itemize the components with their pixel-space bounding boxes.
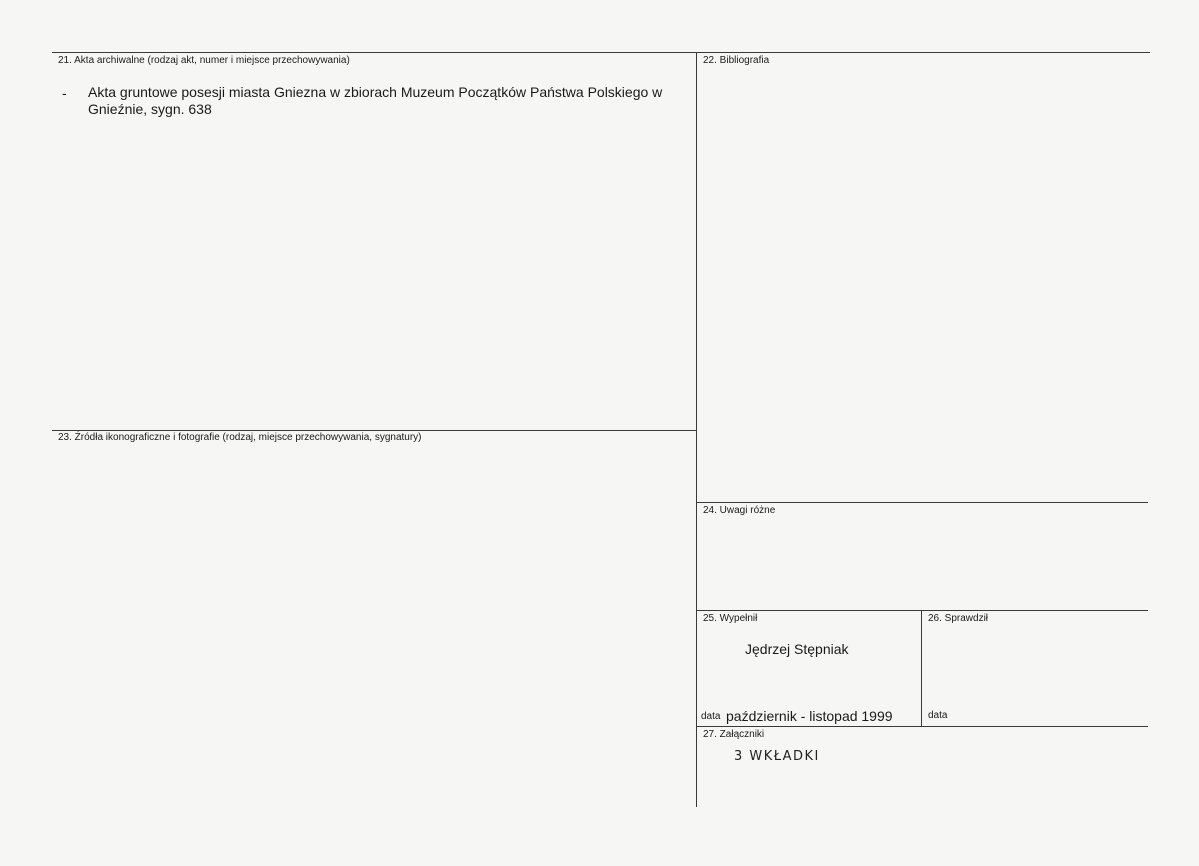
section-21-entry: Akta gruntowe posesji miasta Gniezna w zbiorach Muzeum Początków Państwa Polskiego w Gnieźnie, sygn. 638: [88, 84, 663, 117]
section-25-date-value: październik - listopad 1999: [726, 708, 893, 724]
list-bullet: -: [62, 85, 67, 101]
top-rule: [52, 52, 1150, 53]
section-25-label: 25. Wypełnił: [703, 613, 758, 624]
section-26-date-label: data: [928, 710, 948, 721]
section-26-label: 26. Sprawdził: [928, 613, 989, 624]
center-divider: [696, 52, 697, 807]
section-22-label: 22. Bibliografia: [703, 55, 770, 66]
rule-section-25: [696, 610, 1148, 611]
section-27-label: 27. Załączniki: [703, 729, 765, 740]
attachments-handwritten-value: 3 WKŁADKI: [734, 749, 820, 764]
divider-25-26: [921, 610, 922, 726]
filled-by-name: Jędrzej Stępniak: [745, 641, 849, 657]
section-23-label: 23. Źródła ikonograficzne i fotografie (rodzaj, miejsce przechowywania, sygnatury): [58, 432, 422, 443]
rule-section-23: [52, 430, 696, 431]
section-25-date-label: data: [701, 711, 721, 722]
section-24-label: 24. Uwagi różne: [703, 505, 776, 516]
rule-section-24: [696, 502, 1148, 503]
section-21-label: 21. Akta archiwalne (rodzaj akt, numer i miejsce przechowywania): [58, 55, 350, 66]
rule-section-27: [696, 726, 1148, 727]
